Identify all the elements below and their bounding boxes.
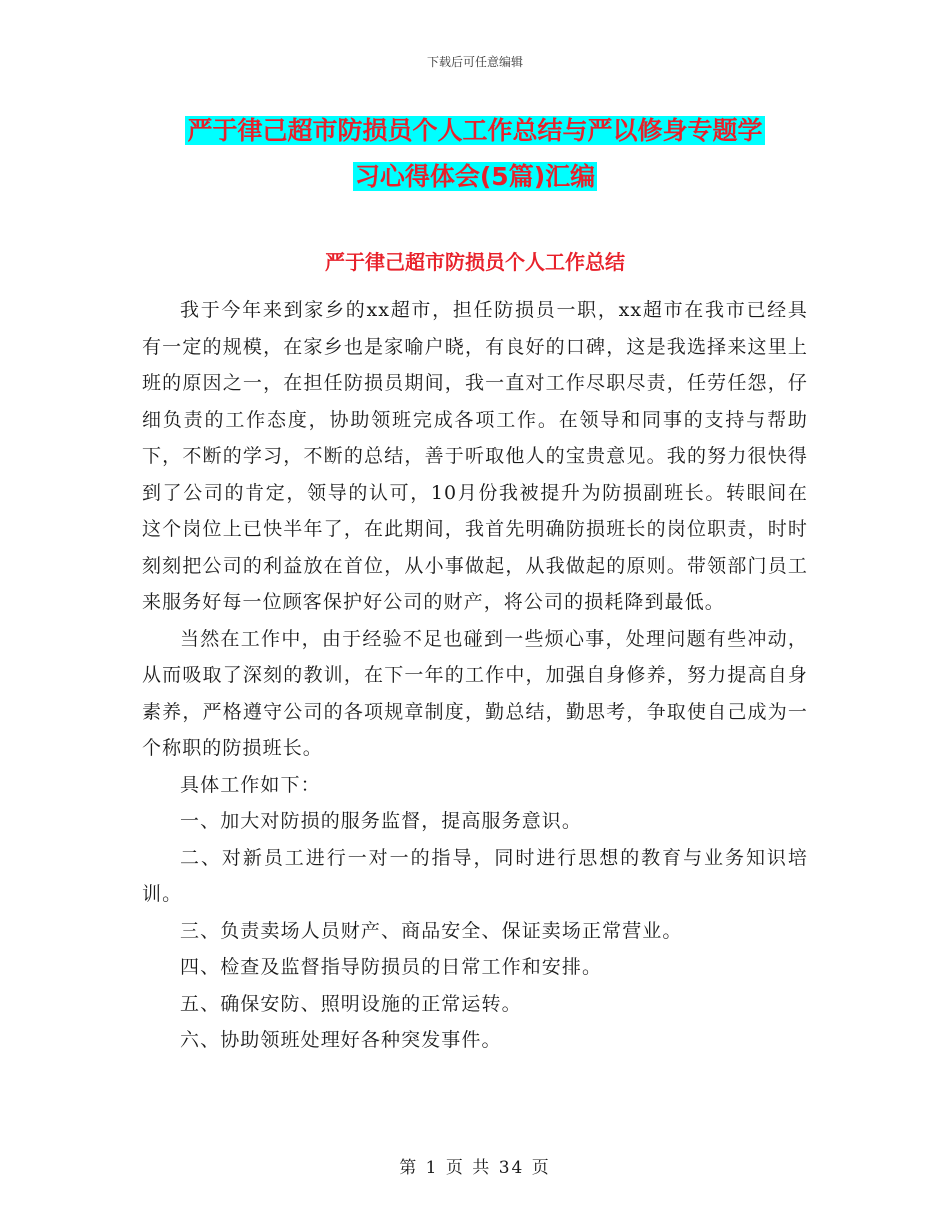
- list-item: 三、负责卖场人员财产、商品安全、保证卖场正常营业。: [180, 919, 683, 942]
- page-number-footer: 第 1 页 共 34 页: [399, 1158, 551, 1178]
- list-item: 二、对新员工进行一对一的指导，同时进行思想的教育与业务知识培训。: [142, 846, 808, 905]
- list-item: 六、协助领班处理好各种突发事件。: [180, 1029, 502, 1051]
- body-text: [142, 292, 808, 1059]
- list-item: 五、确保安防、照明设施的正常运转。: [180, 992, 522, 1015]
- paragraph: 我于今年来到家乡的xx超市，担任防损员一职，xx超市在我市已经具有一定的规模，在家乡也是家喻户晓，有良好的口碑，这是我选择来这里上班的原因之一，在担任防损员期间，我一直对工作尽职尽责，任劳任怨，仔细负责的工作态度，协助领班完成各项工作。在领导和同事的支持与帮助下，不断的学习，不断的总结，善于听取他人的宝贵意见。我的努力很快得到了公司的肯定，领导的认可，10月份我被提升为防损副班长。转眼间在这个岗位上已快半年了，在此期间，我首先明确防损班长的岗位职责，时时刻刻把公司的利益放在首位，从小事做起，从我做起的原则。带领部门员工来服务好每一位顾客保护好公司的财产，将公司的损耗降到最低。: [142, 299, 808, 613]
- list-item: 一、加大对防损的服务监督，提高服务意识。: [180, 810, 583, 832]
- document-title: [0, 108, 950, 200]
- paragraph: 当然在工作中，由于经验不足也碰到一些烦心事，处理问题有些冲动，从而吸取了深刻的教训，在下一年的工作中，加强自身修养，努力提高自身素养，严格遵守公司的各项规章制度，勤总结，勤思考，争取使自己成为一个称职的防损班长。: [142, 627, 808, 759]
- document-title-line-1: 严于律己超市防损员个人工作总结与严以修身专题学: [187, 116, 763, 145]
- list-item: 四、检查及监督指导防损员的日常工作和安排。: [180, 956, 603, 978]
- section-title: 严于律己超市防损员个人工作总结: [325, 250, 625, 274]
- paragraph: 具体工作如下：: [180, 773, 321, 796]
- document-title-line-2: 习心得体会(5篇)汇编: [354, 162, 596, 191]
- header-note: 下载后可任意编辑: [426, 55, 523, 69]
